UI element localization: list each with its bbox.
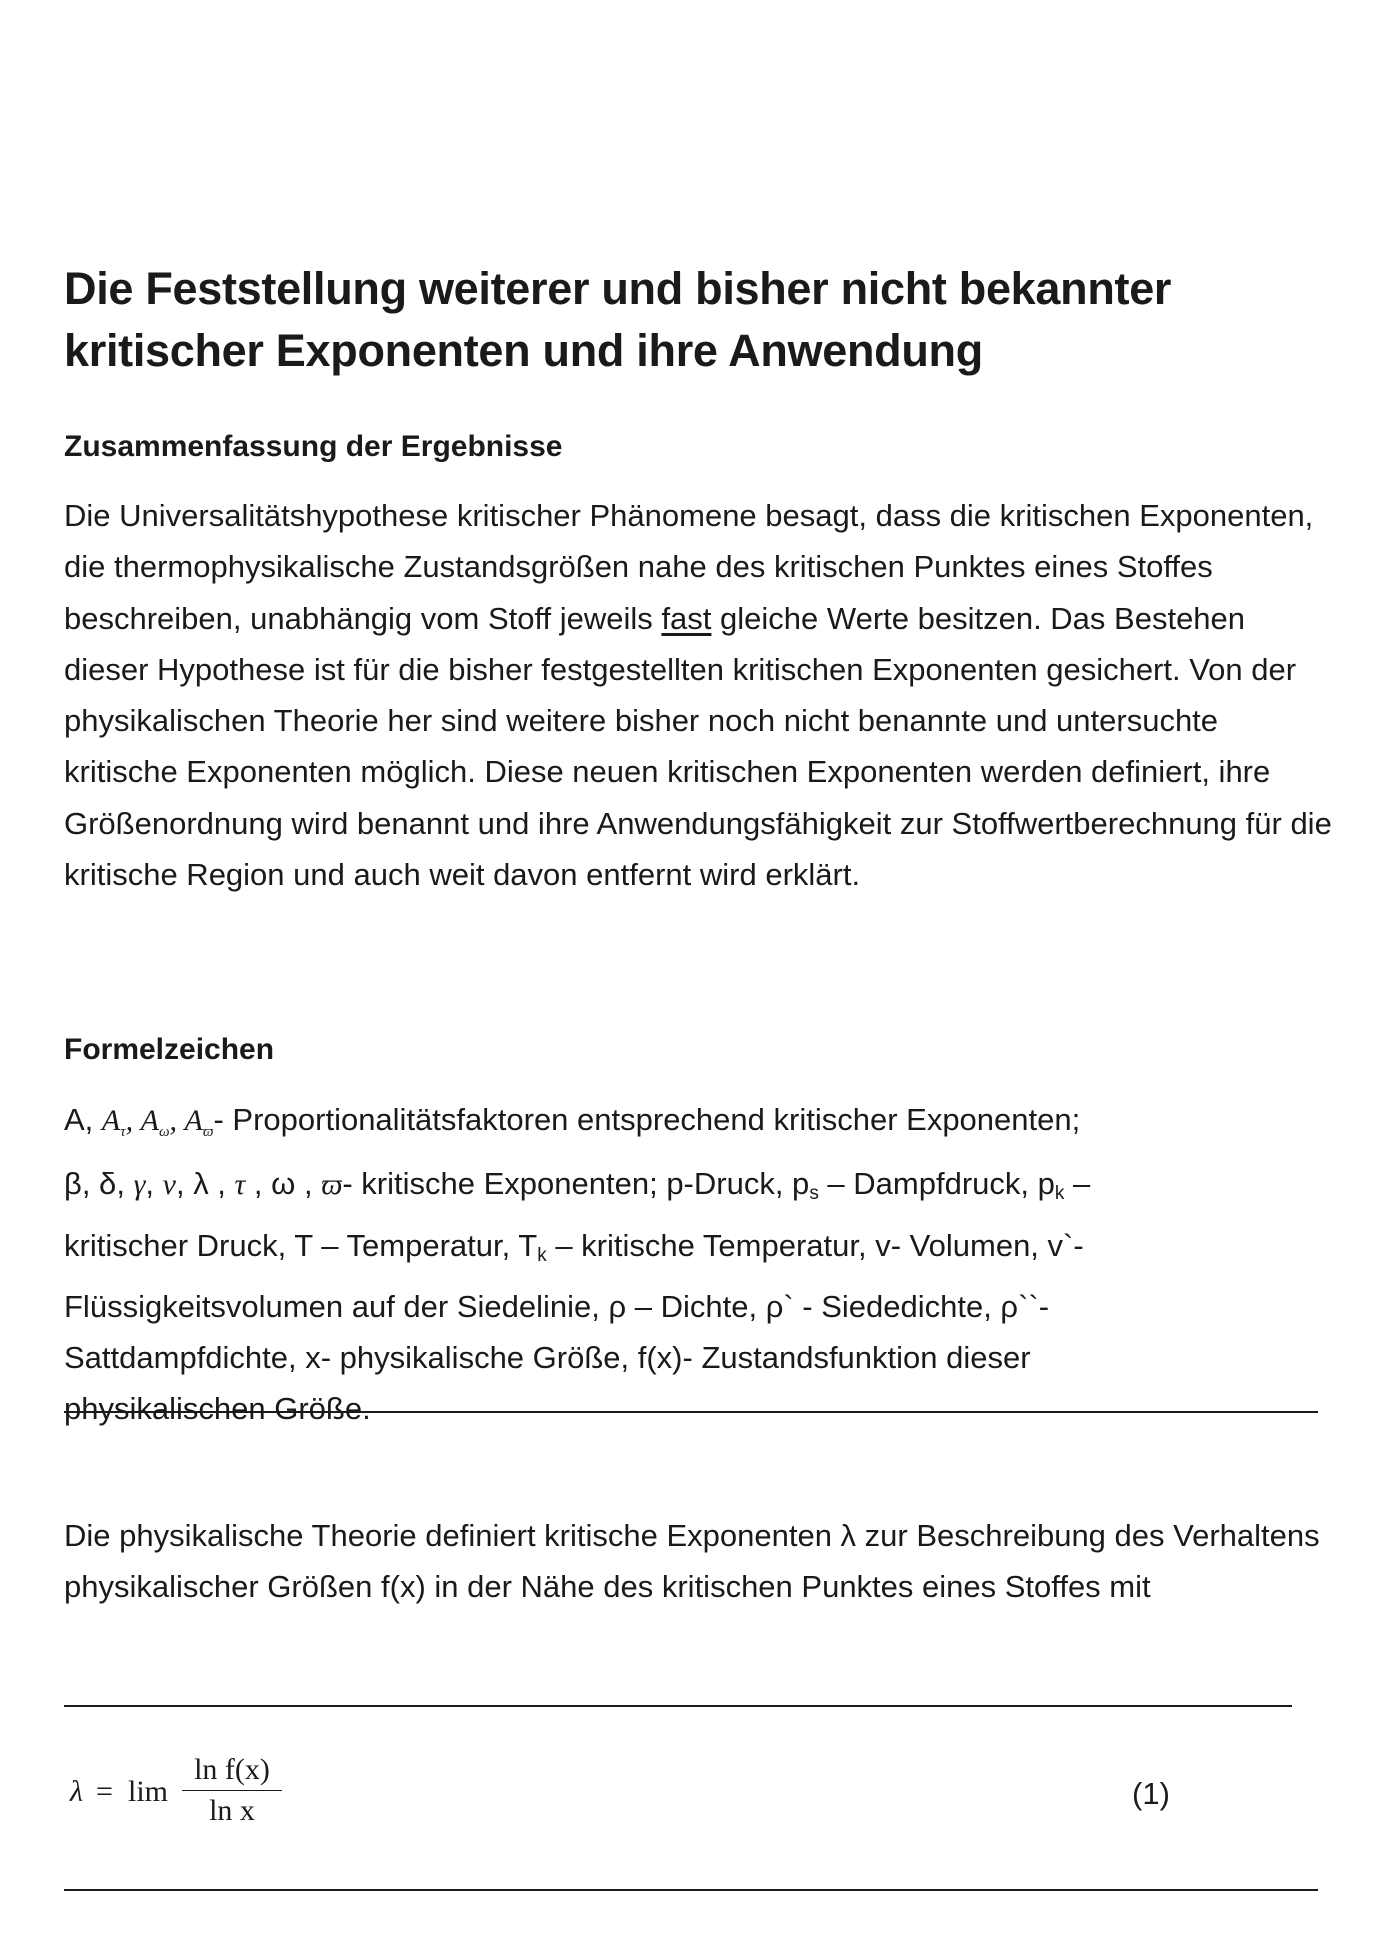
intro-paragraph: Die physikalische Theorie definiert kritische Exponenten λ zur Beschreibung des Verhaltens physikalischer Größen f(x) in der Nähe des kritischen Punktes eines Stoffes mit [64, 1518, 1320, 1605]
title-line-2: kritischer Exponenten und ihre Anwendung [64, 325, 983, 376]
symbols-line-4: Flüssigkeitsvolumen auf der Siedelinie, ρ – Dichte, ρ` - Siededichte, ρ``- [64, 1288, 1050, 1324]
summary-heading: Zusammenfassung der Ergebnisse [64, 430, 563, 463]
formula-bottom-rule [64, 1889, 1318, 1891]
equation-lim: lim [128, 1775, 169, 1808]
equation-fraction [180, 1750, 284, 1831]
symbols-line-1: A, $A_\tau$, $A_\omega$, $A_ϖ-$ Proportionalitätsfaktoren entsprechend kritischer Exponenten; [64, 1102, 1081, 1140]
summary-paragraph [64, 490, 1334, 900]
equation-1 [70, 1750, 470, 1840]
summary-underlined-word: fast [661, 600, 712, 636]
summary-text-1: Die Universalitätshypothese kritischer Phänomene besagt, dass die kritischen Exponenten, die thermophysikalische Zustandsgrößen nahe des kritischen Punktes eines Stoffes beschreiben, unabhängig vom Stoff jeweils [64, 498, 1314, 636]
equation-equals: = [96, 1775, 113, 1808]
equation-number: (1) [1132, 1776, 1170, 1811]
section-divider [64, 1411, 1318, 1413]
symbols-line-6: physikalischen Größe. [64, 1391, 371, 1427]
symbols-paragraph [64, 1094, 1334, 1435]
equation-denominator: ln x [209, 1794, 255, 1827]
symbols-heading: Formelzeichen [64, 1033, 275, 1066]
formula-top-rule [64, 1705, 1292, 1707]
equation-numerator: ln f(x) [194, 1753, 270, 1786]
document-title [64, 258, 1324, 382]
symbols-line-5: Sattdampfdichte, x- physikalische Größe, f(x)- Zustandsfunktion dieser [64, 1340, 1031, 1376]
symbols-line-2: β, δ, γ, ν, λ , τ , ω , ϖ- kritische Exponenten; p-Druck, ps – Dampfdruck, pk – [64, 1166, 1091, 1205]
symbols-line-3: kritischer Druck, T – Temperatur, Tk – kritische Temperatur, v- Volumen, v`- [64, 1227, 1084, 1266]
equation-lhs: λ [70, 1775, 83, 1808]
title-line-1: Die Feststellung weiterer und bisher nicht bekannter [64, 263, 1172, 314]
summary-text-2: gleiche Werte besitzen. Das Bestehen dieser Hypothese ist für die bisher festgestellten kritischen Exponenten gesichert. Von der physikalischen Theorie her sind weitere bisher noch nicht benannte und untersuchte kritische Exponenten möglich. Diese neuen kritischen Exponenten werden definiert, ihre Größenordnung wird benannt und ihre Anwendungsfähigkeit zur Stoffwertberechnung für die kritische Region und auch weit davon entfernt wird erklärt. [64, 600, 1332, 893]
